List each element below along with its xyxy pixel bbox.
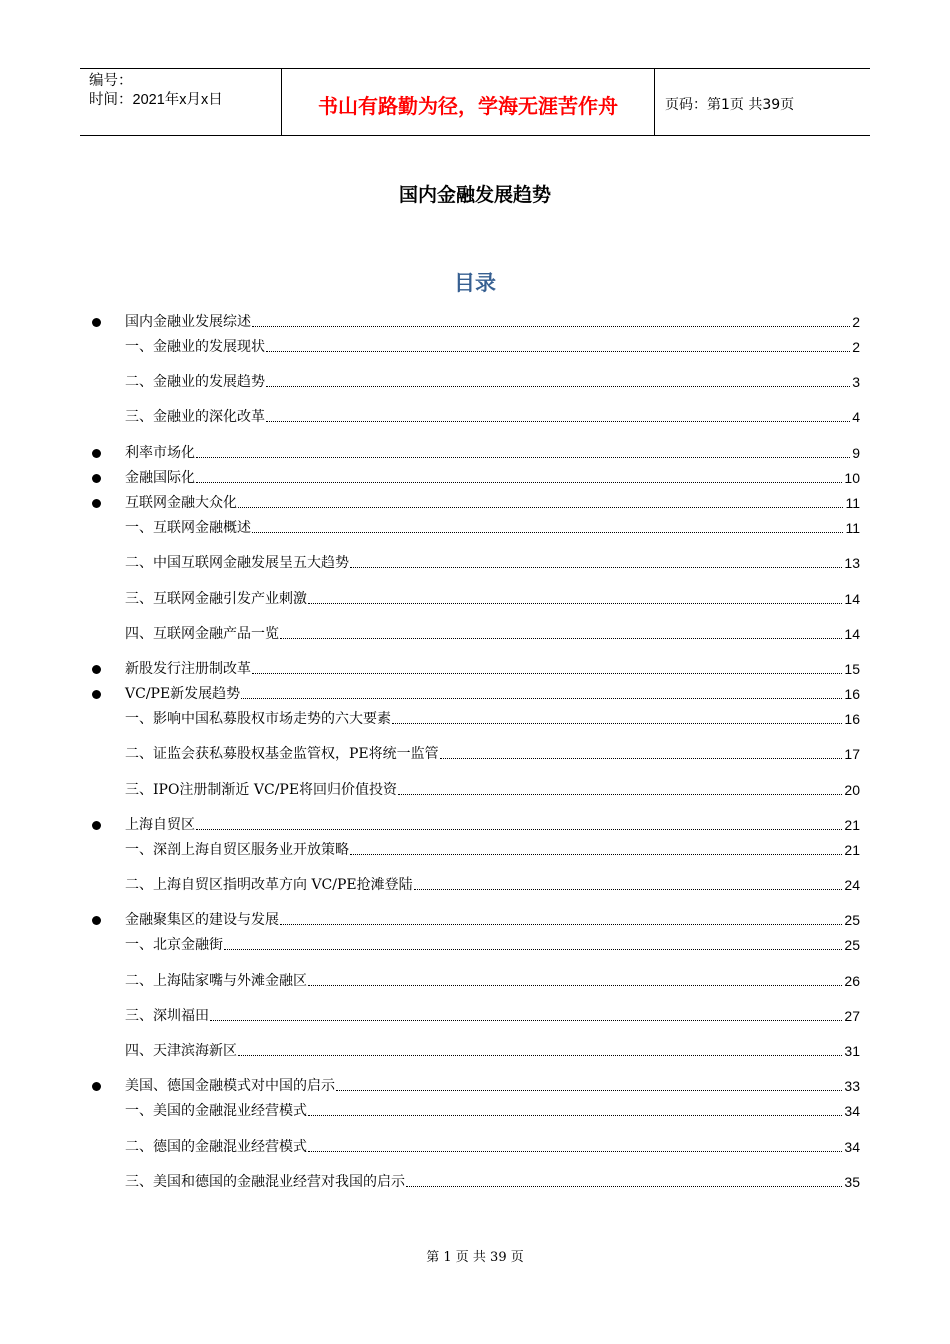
toc-dot-leader (308, 984, 842, 986)
toc-dot-leader (308, 1150, 842, 1152)
toc-dot-leader (406, 1185, 842, 1187)
toc-dot-leader (414, 888, 843, 890)
toc-entry-page: 17 (844, 746, 860, 762)
toc-entry-label: 互联网金融大众化 (125, 495, 237, 511)
toc-dot-leader (196, 828, 842, 830)
toc-dot-leader (308, 602, 842, 604)
toc-entry[interactable] (125, 589, 860, 609)
toc-dot-leader (266, 420, 850, 422)
toc-entry[interactable] (125, 684, 860, 704)
toc-entry-page: 24 (844, 877, 860, 893)
toc-entry[interactable] (125, 971, 860, 991)
toc-entry-page: 11 (845, 495, 860, 511)
bullet-icon (92, 1082, 101, 1091)
toc-entry[interactable] (125, 1076, 860, 1096)
toc-entry[interactable] (125, 910, 860, 930)
toc-entry-page: 34 (844, 1103, 860, 1119)
toc-entry-label: 一、美国的金融混业经营模式 (125, 1103, 307, 1119)
toc-entry-label: 国内金融业发展综述 (125, 314, 251, 330)
toc-dot-leader (224, 948, 842, 950)
toc-entry[interactable] (125, 935, 860, 955)
toc-entry-label: 一、金融业的发展现状 (125, 339, 265, 355)
header-page-info: 页码：第1页 共39页 (665, 97, 795, 113)
page-footer: 第 1 页 共 39 页 (426, 1250, 524, 1265)
toc-entry-page: 14 (844, 591, 860, 607)
toc-entry-page: 9 (852, 445, 860, 461)
toc-entry-page: 11 (845, 520, 860, 536)
page-header (80, 68, 870, 136)
toc-entry[interactable] (125, 1101, 860, 1121)
toc-entry[interactable] (125, 372, 860, 392)
toc-entry-page: 14 (844, 626, 860, 642)
toc-entry-label: 三、金融业的深化改革 (125, 409, 265, 425)
bullet-icon (92, 499, 101, 508)
toc-dot-leader (308, 1114, 842, 1116)
toc-entry[interactable] (125, 493, 860, 513)
header-motto: 书山有路勤为径，学海无涯苦作舟 (282, 69, 655, 135)
toc-entry-label: 二、上海陆家嘴与外滩金融区 (125, 973, 307, 989)
toc-entry[interactable] (125, 1172, 860, 1192)
toc-dot-leader (350, 853, 842, 855)
toc-entry-label: 三、IPO注册制渐近 VC/PE将回归价值投资 (125, 782, 398, 798)
toc-entry[interactable] (125, 1006, 860, 1026)
toc-entry-label: 三、互联网金融引发产业刺激 (125, 591, 307, 607)
toc-dot-leader (238, 1054, 842, 1056)
toc-entry-label: 二、金融业的发展趋势 (125, 374, 265, 390)
toc-entry-page: 26 (844, 973, 860, 989)
toc-entry-label: 三、深圳福田 (125, 1008, 209, 1024)
toc-dot-leader (336, 1089, 842, 1091)
bullet-icon (92, 318, 101, 327)
bullet-icon (92, 690, 101, 699)
toc-dot-leader (280, 637, 842, 639)
toc-dot-leader (392, 722, 842, 724)
toc-entry[interactable] (125, 1041, 860, 1061)
document-title: 国内金融发展趋势 (398, 184, 551, 206)
toc-entry[interactable] (125, 875, 860, 895)
time-label: 时间：2021年x月x日 (89, 92, 223, 108)
toc-dot-leader (440, 757, 843, 759)
toc-entry-page: 16 (844, 711, 860, 727)
toc-entry[interactable] (125, 840, 860, 860)
toc-entry-page: 4 (852, 409, 860, 425)
toc-entry-page: 20 (844, 782, 860, 798)
toc-entry-label: 四、互联网金融产品一览 (125, 626, 279, 642)
toc-dot-leader (398, 793, 842, 795)
toc-dot-leader (210, 1019, 842, 1021)
toc-entry[interactable] (125, 553, 860, 573)
toc-dot-leader (280, 923, 842, 925)
toc-entry-page: 2 (852, 314, 860, 330)
toc-entry[interactable] (125, 709, 860, 729)
toc-entry[interactable] (125, 815, 860, 835)
toc-entry[interactable] (125, 1137, 860, 1157)
toc-entry-page: 33 (844, 1078, 860, 1094)
toc-entry-page: 13 (844, 555, 860, 571)
toc-entry-label: 利率市场化 (125, 445, 195, 461)
toc-entry-label: 美国、德国金融模式对中国的启示 (125, 1078, 335, 1094)
toc-entry[interactable] (125, 407, 860, 427)
toc-dot-leader (266, 385, 850, 387)
toc-entry-label: 二、上海自贸区指明改革方向 VC/PE抢滩登陆 (125, 877, 413, 893)
header-meta (80, 69, 282, 135)
toc-entry-page: 31 (844, 1043, 860, 1059)
toc-dot-leader (252, 531, 843, 533)
toc-entry-label: 一、北京金融街 (125, 937, 223, 953)
toc-entry[interactable] (125, 312, 860, 332)
toc-dot-leader (252, 672, 842, 674)
toc-entry-page: 25 (844, 912, 860, 928)
toc-dot-leader (241, 697, 842, 699)
toc-entry-page: 27 (844, 1008, 860, 1024)
toc-entry-label: 二、证监会获私募股权基金监管权，PE将统一监管 (125, 746, 439, 762)
toc-entry[interactable] (125, 468, 860, 488)
toc-entry-label: 金融国际化 (125, 470, 195, 486)
toc-dot-leader (196, 481, 842, 483)
bullet-icon (92, 449, 101, 458)
toc-entry-page: 16 (844, 686, 860, 702)
toc-entry-label: 新股发行注册制改革 (125, 661, 251, 677)
toc-entry-page: 3 (852, 374, 860, 390)
toc-entry[interactable] (125, 518, 860, 538)
toc-dot-leader (350, 566, 842, 568)
toc-entry[interactable] (125, 780, 860, 800)
toc-entry-page: 34 (844, 1139, 860, 1155)
bullet-icon (92, 665, 101, 674)
toc-entry-page: 35 (844, 1174, 860, 1190)
toc-entry-label: 上海自贸区 (125, 817, 195, 833)
toc-dot-leader (266, 350, 850, 352)
toc-entry-page: 25 (844, 937, 860, 953)
toc-entry-label: 一、影响中国私募股权市场走势的六大要素 (125, 711, 391, 727)
toc-entry[interactable] (125, 337, 860, 357)
toc-entry[interactable] (125, 443, 860, 463)
toc-dot-leader (238, 506, 843, 508)
toc-entry-label: 金融聚集区的建设与发展 (125, 912, 279, 928)
toc-entry[interactable] (125, 659, 860, 679)
toc-entry-page: 2 (852, 339, 860, 355)
bullet-icon (92, 916, 101, 925)
toc-entry[interactable] (125, 624, 860, 644)
toc-dot-leader (196, 456, 850, 458)
toc-entry-page: 21 (844, 817, 860, 833)
toc-entry[interactable] (125, 744, 860, 764)
toc-entry-page: 15 (844, 661, 860, 677)
bullet-icon (92, 474, 101, 483)
toc-entry-label: 二、中国互联网金融发展呈五大趋势 (125, 555, 349, 571)
bullet-icon (92, 821, 101, 830)
toc-dot-leader (252, 325, 850, 327)
toc-heading: 目录 (454, 271, 496, 295)
toc-entry-page: 21 (844, 842, 860, 858)
number-label: 编号： (89, 73, 133, 89)
toc-entry-label: 二、德国的金融混业经营模式 (125, 1139, 307, 1155)
toc-entry-label: 三、美国和德国的金融混业经营对我国的启示 (125, 1174, 405, 1190)
toc-entry-label: 一、深剖上海自贸区服务业开放策略 (125, 842, 349, 858)
toc-entry-label: 一、互联网金融概述 (125, 520, 251, 536)
toc-entry-page: 10 (844, 470, 860, 486)
toc-entry-label: VC/PE新发展趋势 (125, 686, 241, 702)
toc-entry-label: 四、天津滨海新区 (125, 1043, 237, 1059)
